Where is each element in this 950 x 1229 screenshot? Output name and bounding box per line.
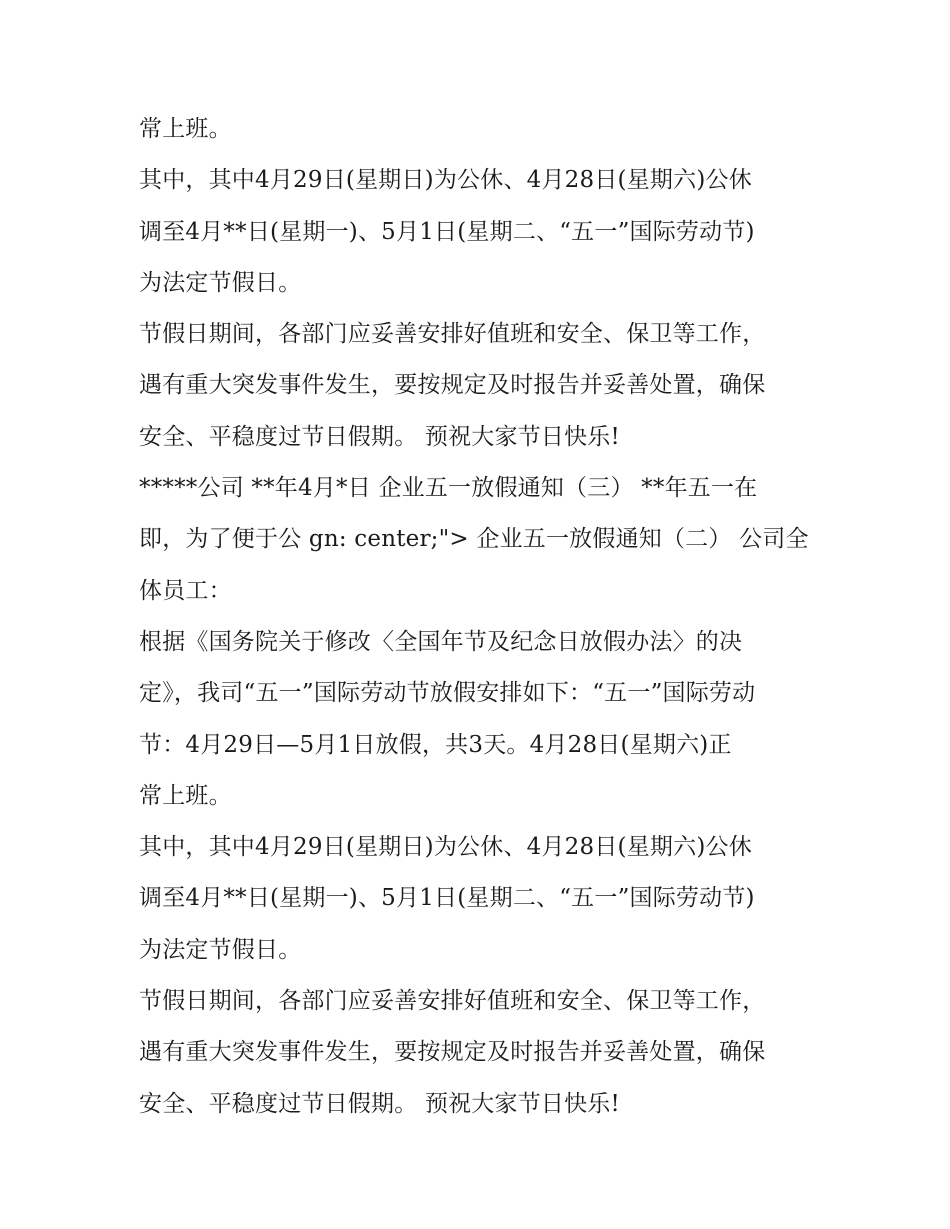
text-line: 其中，其中4月29日(星期日)为公休、4月28日(星期六)公休 xyxy=(139,167,752,194)
text-line: 调至4月**日(星期一)、5月1日(星期二、“五一”国际劳动节) xyxy=(139,218,755,245)
text-line: 为法定节假日。 xyxy=(139,936,302,963)
text-line: 遇有重大突发事件发生，要按规定及时报告并妥善处置，确保 xyxy=(139,372,766,399)
document-body xyxy=(139,104,819,1130)
text-line: 体员工： xyxy=(139,577,232,604)
text-line: 常上班。 xyxy=(139,116,232,142)
text-line: 定》，我司“五一”国际劳动节放假安排如下：“五一”国际劳动 xyxy=(139,680,756,707)
text-line: 根据《国务院关于修改〈全国年节及纪念日放假办法〉的决 xyxy=(139,628,743,655)
text-line: 其中，其中4月29日(星期日)为公休、4月28日(星期六)公休 xyxy=(139,834,752,861)
text-line: *****公司 **年4月*日 企业五一放假通知（三） **年五一在 xyxy=(139,475,758,502)
text-line: 遇有重大突发事件发生，要按规定及时报告并妥善处置，确保 xyxy=(139,1039,766,1066)
text-line: 常上班。 xyxy=(139,782,232,809)
text-line: 节：4月29日—5月1日放假，共3天。4月28日(星期六)正 xyxy=(139,731,732,758)
text-line: 为法定节假日。 xyxy=(139,269,302,296)
text-line: 节假日期间，各部门应妥善安排好值班和安全、保卫等工作， xyxy=(139,988,766,1015)
text-line: 调至4月**日(星期一)、5月1日(星期二、“五一”国际劳动节) xyxy=(139,885,755,912)
text-line: 即，为了便于公 gn: center;"> 企业五一放假通知（二） 公司全 xyxy=(139,526,809,553)
text-line: 节假日期间，各部门应妥善安排好值班和安全、保卫等工作， xyxy=(139,321,766,348)
text-line: 安全、平稳度过节日假期。 预祝大家节日快乐! xyxy=(139,423,620,450)
text-line: 安全、平稳度过节日假期。 预祝大家节日快乐! xyxy=(139,1090,620,1117)
